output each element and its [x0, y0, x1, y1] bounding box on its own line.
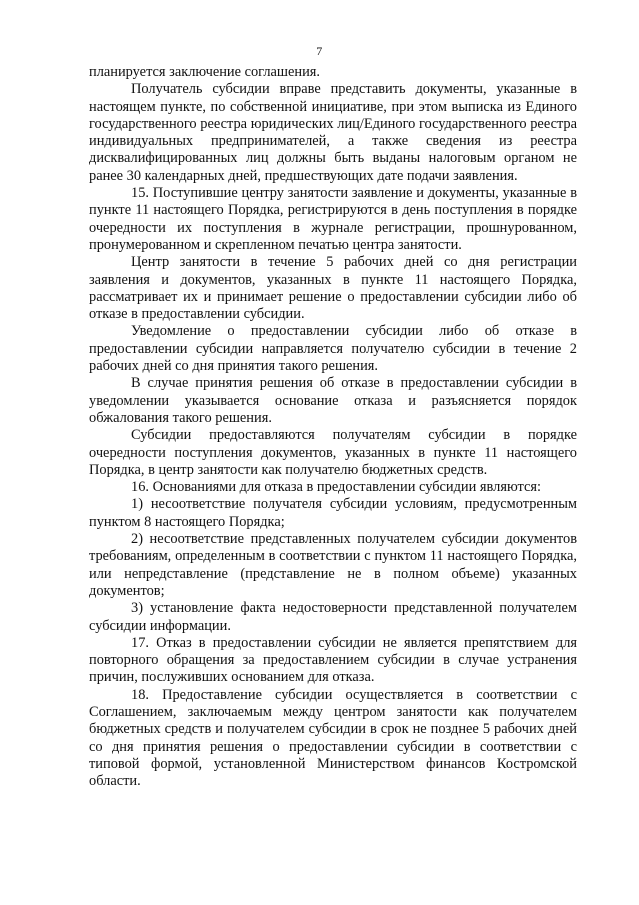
paragraph-optional-documents: Получатель субсидии вправе представить документы, указанные в настоящем пункте, по собственной инициативе, при этом выписка из Единого государственного реестра юридических лиц/Единого государственного реестра индивидуальных предпринимателей, а также сведения из реестра дисквалифицированных лиц должны быть выданы налоговым органом не ранее 30 календарных дней, предшествующих дате подачи заявления.: [89, 81, 577, 184]
paragraph-notification: Уведомление о предоставлении субсидии либо об отказе в предоставлении субсидии направляется получателю субсидии в течение 2 рабочих дней со дня принятия такого решения.: [89, 323, 577, 375]
paragraph-review-period: Центр занятости в течение 5 рабочих дней со дня регистрации заявления и документов, указанных в пункте 11 настоящего Порядка, рассматривает их и принимает решение о предоставлении субсидии либо об отказе в предоставлении субсидии.: [89, 254, 577, 323]
paragraph-item-15: 15. Поступившие центру занятости заявление и документы, указанные в пункте 11 настоящего Порядка, регистрируются в день поступления в порядке очередности их поступления в журнале регистрации, прошнурованном, пронумерованном и скрепленном печатью центра занятости.: [89, 185, 577, 253]
page-number: 7: [316, 44, 323, 58]
list-item-16-3: 3) установление факта недостоверности представленной получателем субсидии информации.: [89, 600, 577, 634]
paragraph-item-17: 17. Отказ в предоставлении субсидии не является препятствием для повторного обращения за предоставлением субсидии в случае устранения причин, послуживших основанием для отказа.: [89, 634, 577, 686]
list-item-16-2: 2) несоответствие представленных получателем субсидии документов требованиям, определенным в соответствии с пунктом 11 настоящего Порядка, или непредставление (представление не в полном объеме) указанных документов;: [89, 531, 577, 599]
paragraph-item-16: 16. Основаниями для отказа в предоставлении субсидии являются:: [131, 479, 541, 496]
paragraph-order-of-provision: Субсидии предоставляются получателям субсидии в порядке очередности поступления документов, указанных в пункте 11 настоящего Порядка, в центр занятости как получателю бюджетных средств.: [89, 427, 577, 478]
paragraph-item-18: 18. Предоставление субсидии осуществляется в соответствии с Соглашением, заключаемым между центром занятости как получателем бюджетных средств и получателем субсидии в срок не позднее 5 рабочих дней со дня принятия решения о предоставлении субсидии в соответствии с типовой формой, установленной Министерством финансов Костромской области.: [89, 686, 577, 790]
list-item-16-1: 1) несоответствие получателя субсидии условиям, предусмотренным пунктом 8 настоящего Порядка;: [89, 496, 577, 530]
paragraph-continuation: планируется заключение соглашения.: [89, 64, 321, 80]
paragraph-refusal-grounds-notice: В случае принятия решения об отказе в предоставлении субсидии в уведомлении указывается основание отказа и разъясняется порядок обжалования такого решения.: [89, 375, 577, 426]
document-body: [89, 64, 577, 790]
